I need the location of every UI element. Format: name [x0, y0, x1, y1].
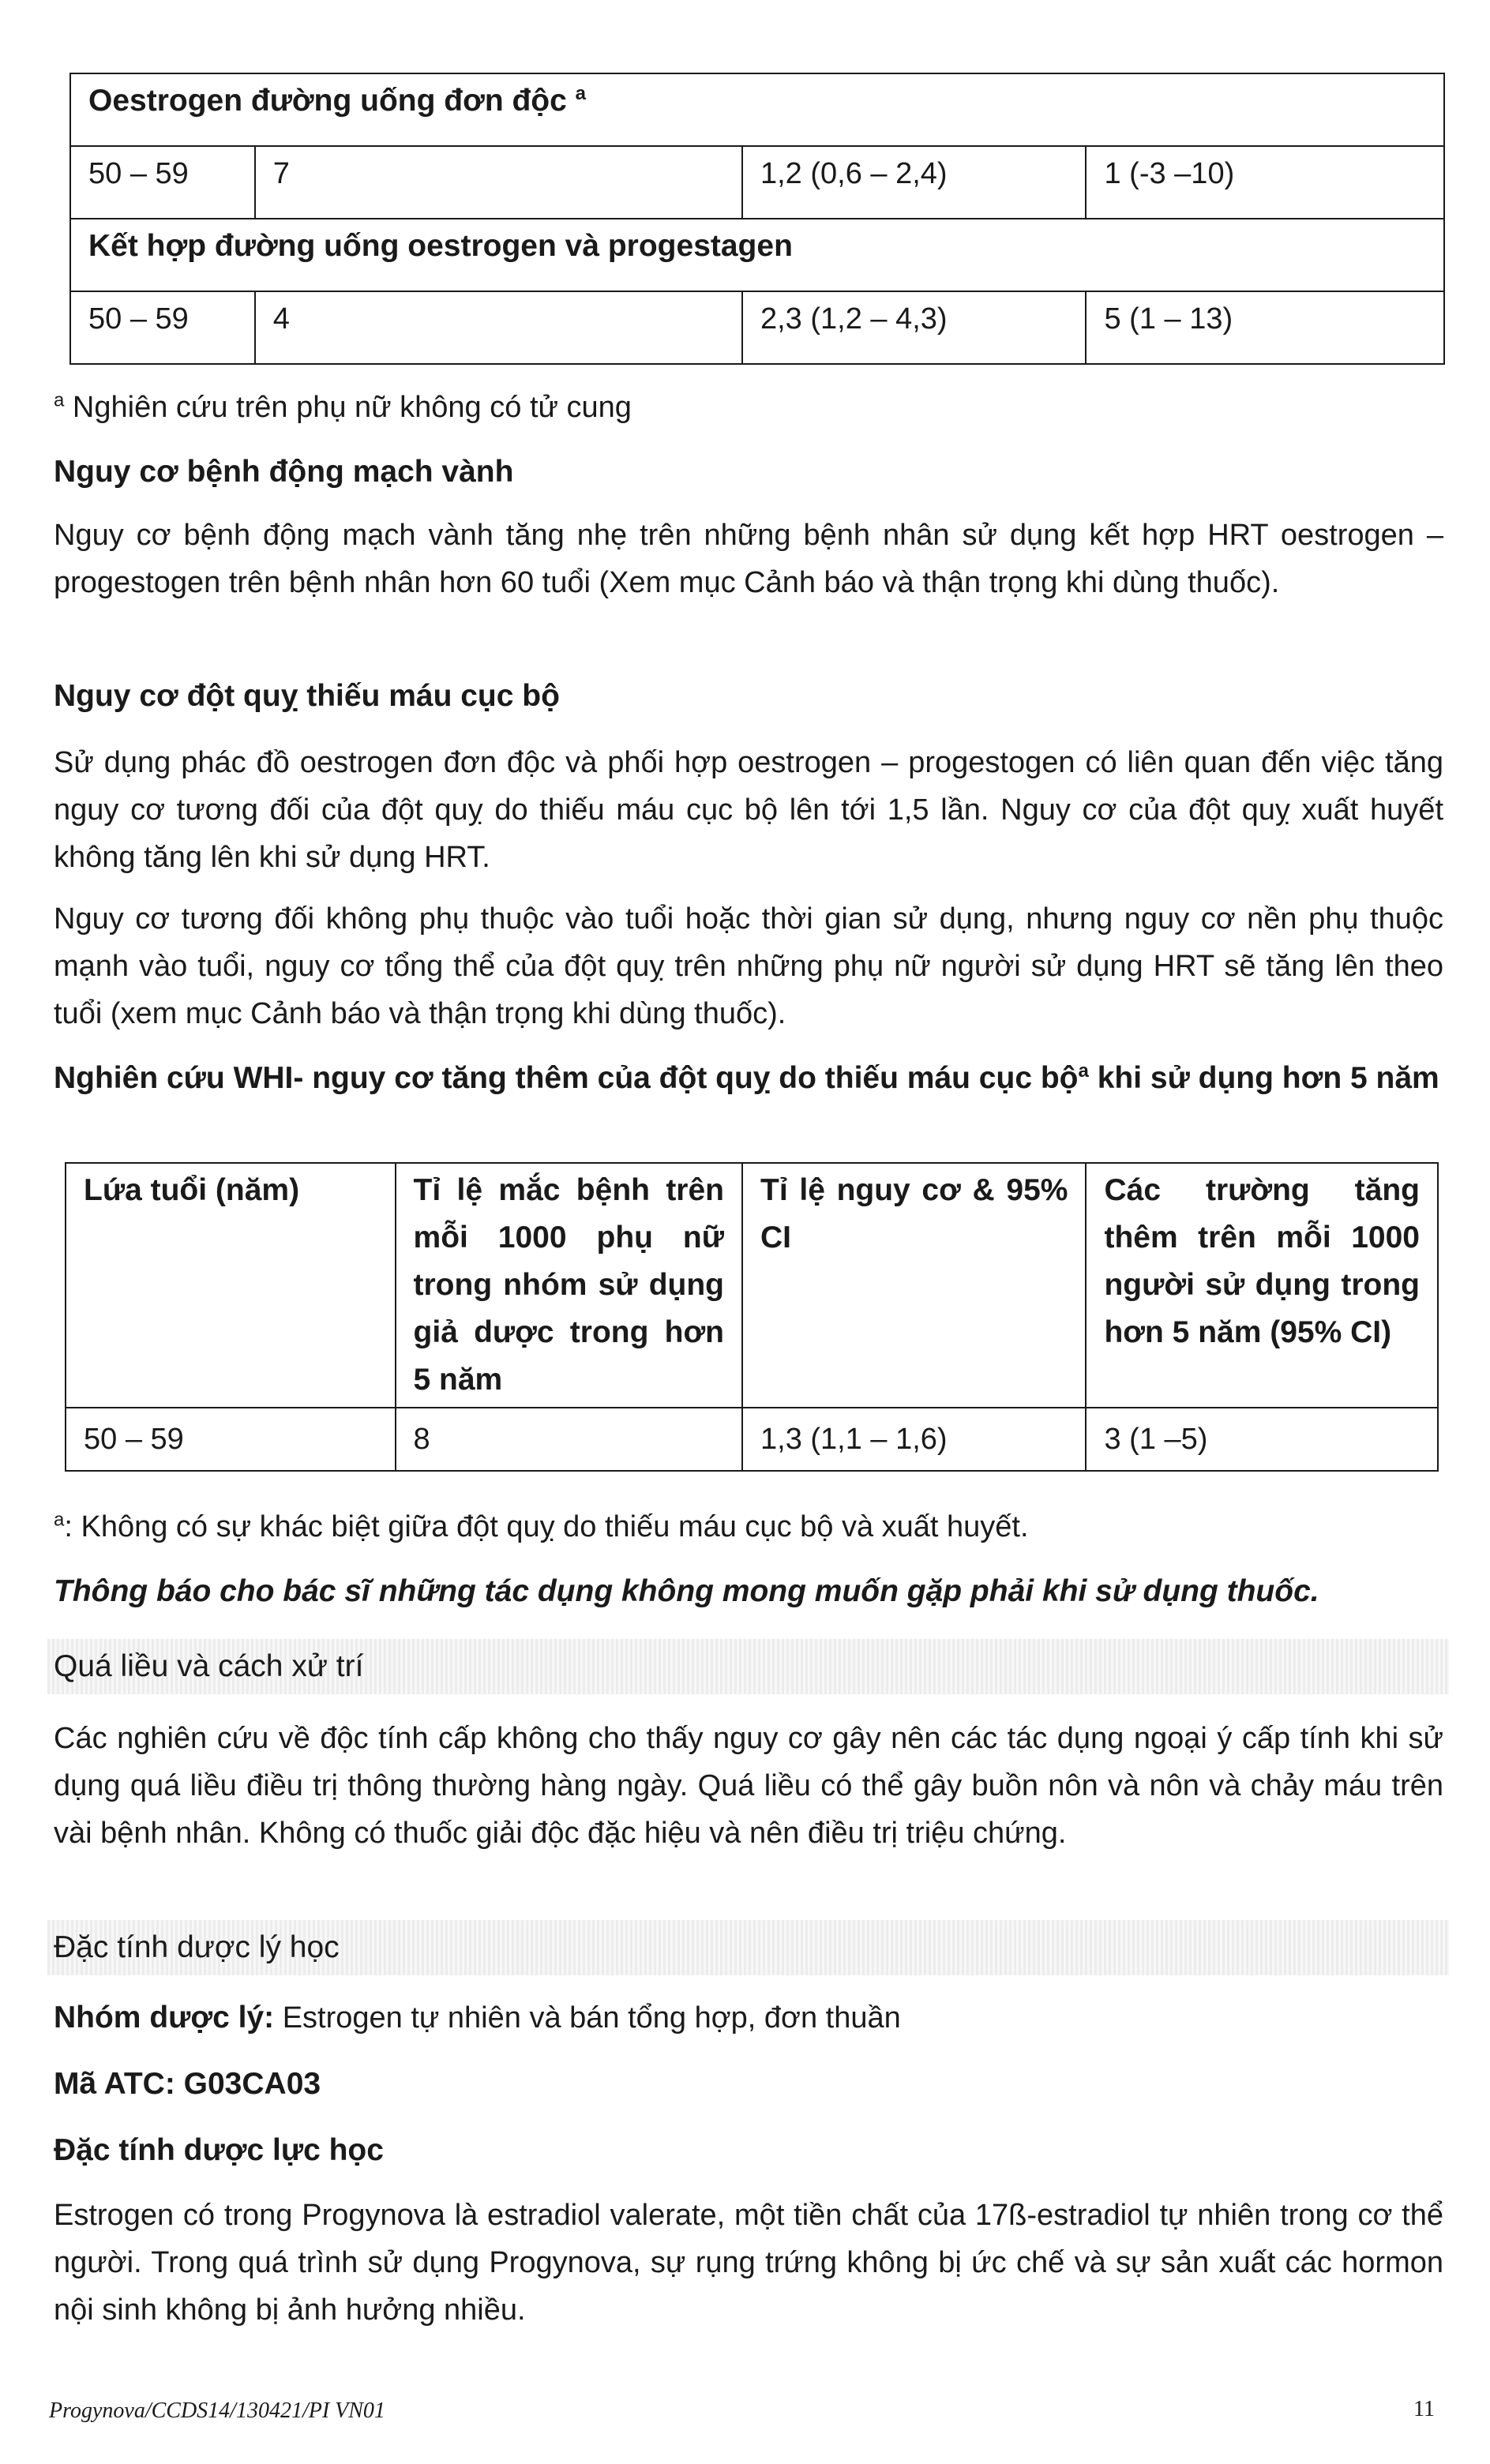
risk-table-oral [69, 73, 1445, 365]
pharmacological-group: Nhóm dược lý: Estrogen tự nhiên và bán tổng hợp, đơn thuần [54, 2001, 901, 2035]
section-heading-combined: Kết hợp đường uống oestrogen và progestagen [70, 219, 1444, 291]
paragraph-overdose: Các nghiên cứu về độc tính cấp không cho thấy nguy cơ gây nên các tác dụng ngoại ý cấp tính khi sử dụng quá liều điều trị thông thường hàng ngày. Quá liều có thể gây buồn nôn và nôn và chảy máu trên vài bệnh nhân. Không có thuốc giải độc đặc hiệu và nên điều trị triệu chứng. [54, 1722, 1443, 1850]
column-header: Tỉ lệ mắc bệnh trên mỗi 1000 phụ nữ trong nhóm sử dụng giả dược trong hơn 5 năm [396, 1163, 742, 1408]
table-cell: 50 – 59 [70, 146, 255, 219]
table-cell: 1,3 (1,1 – 1,6) [742, 1408, 1086, 1471]
paragraph-stroke-1: Sử dụng phác đồ oestrogen đơn độc và phối hợp oestrogen – progestogen có liên quan đến việc tăng nguy cơ tương đối của đột quỵ do thiếu máu cục bộ lên tới 1,5 lần. Nguy cơ của đột quỵ xuất huyết không tăng lên khi sử dụng HRT. [54, 746, 1443, 874]
heading-pharmacology: Đặc tính dược lý học [54, 1930, 340, 1964]
heading-whi-study: Nghiên cứu WHI- nguy cơ tăng thêm của đột quỵ do thiếu máu cục bộ$^a$ khi sử dụng hơn 5 năm [54, 1060, 1439, 1095]
table-header-row [66, 1163, 1438, 1408]
table-row [70, 291, 1444, 364]
page-number: 11 [1413, 2397, 1435, 2421]
table-section-row [70, 73, 1444, 146]
table-row [70, 146, 1444, 219]
column-header: Các trường tăng thêm trên mỗi 1000 người sử dụng trong hơn 5 năm (95% CI) [1086, 1163, 1438, 1408]
column-header: Tỉ lệ nguy cơ & 95% CI [742, 1163, 1086, 1408]
table-cell: 4 [255, 291, 742, 364]
paragraph-pharmacodynamics: Estrogen có trong Progynova là estradiol valerate, một tiền chất của 17ß-estradiol tự nhiên trong cơ thể người. Trong quá trình sử dụng Progynova, sự rụng trứng không bị ức chế và sự sản xuất các hormon nội sinh không bị ảnh hưởng nhiều. [54, 2199, 1443, 2327]
table-cell: 1,2 (0,6 – 2,4) [742, 146, 1087, 219]
section-heading-oestrogen-alone: Oestrogen đường uống đơn độc $^a$ [70, 73, 1444, 146]
table-cell: 3 (1 –5) [1086, 1408, 1438, 1471]
table-cell: 50 – 59 [70, 291, 255, 364]
table-cell: 50 – 59 [66, 1408, 396, 1471]
report-side-effects-notice: Thông báo cho bác sĩ những tác dụng không mong muốn gặp phải khi sử dụng thuốc. [54, 1574, 1319, 1608]
paragraph-stroke-2: Nguy cơ tương đối không phụ thuộc vào tuổi hoặc thời gian sử dụng, nhưng nguy cơ nền phụ thuộc mạnh vào tuổi, nguy cơ tổng thể của đột quỵ trên những phụ nữ người sử dụng HRT sẽ tăng lên theo tuổi (xem mục Cảnh báo và thận trọng khi dùng thuốc). [54, 902, 1443, 1030]
table-cell: 7 [255, 146, 742, 219]
heading-overdose: Quá liều và cách xử trí [54, 1649, 364, 1683]
table-cell: 2,3 (1,2 – 4,3) [742, 291, 1087, 364]
whi-stroke-table [65, 1162, 1439, 1472]
footnote-no-uterus: $^a$ Nghiên cứu trên phụ nữ không có tử cung [54, 389, 632, 424]
heading-pharmacodynamics: Đặc tính dược lực học [54, 2133, 384, 2167]
atc-code: Mã ATC: G03CA03 [54, 2067, 321, 2101]
table-section-row [70, 219, 1444, 291]
column-header: Lứa tuổi (năm) [66, 1163, 396, 1408]
section-band-overdose [47, 1639, 1449, 1694]
section-band-pharmacology [47, 1920, 1449, 1975]
footnote-no-difference: $^a$: Không có sự khác biệt giữa đột quỵ do thiếu máu cục bộ và xuất huyết. [54, 1509, 1029, 1543]
table-cell: 8 [396, 1408, 742, 1471]
paragraph-coronary-risk: Nguy cơ bệnh động mạch vành tăng nhẹ trên những bệnh nhân sử dụng kết hợp HRT oestrogen – progestogen trên bệnh nhân hơn 60 tuổi (Xem mục Cảnh báo và thận trọng khi dùng thuốc). [54, 519, 1443, 599]
heading-coronary-risk: Nguy cơ bệnh động mạch vành [54, 455, 514, 489]
document-code: Progynova/CCDS14/130421/PI VN01 [49, 2398, 385, 2423]
table-row [66, 1408, 1438, 1471]
table-cell: 5 (1 – 13) [1086, 291, 1444, 364]
heading-stroke-risk: Nguy cơ đột quỵ thiếu máu cục bộ [54, 679, 560, 713]
table-cell: 1 (-3 –10) [1086, 146, 1444, 219]
